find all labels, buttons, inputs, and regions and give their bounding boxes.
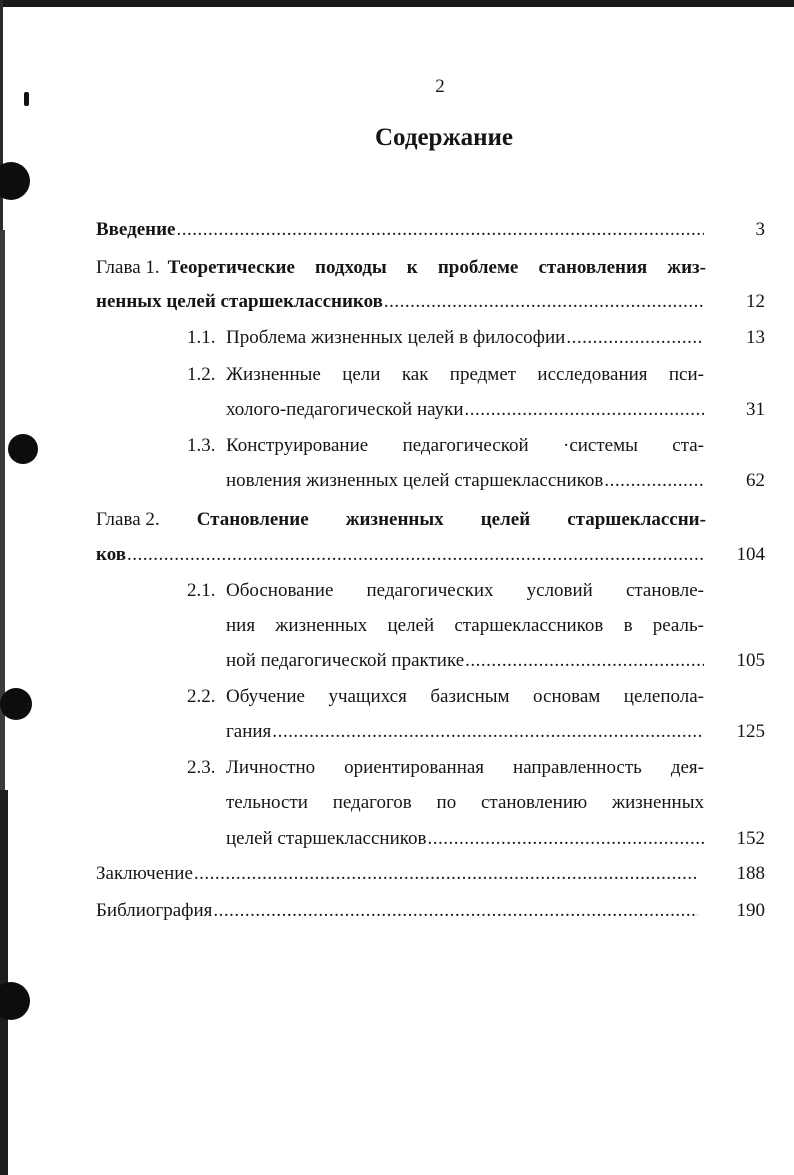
toc-entry-chapter2-cont[interactable] <box>96 538 704 572</box>
section-title-line: тельности педагогов по становлению жизненных <box>226 792 704 813</box>
toc-page-number: 125 <box>736 721 765 742</box>
section-title-line: Личностно ориентированная направленность дея- <box>226 757 704 778</box>
chapter-title-line: Теоретические подходы к проблеме становления жиз- <box>167 257 706 278</box>
section-title-line: Обоснование педагогических условий становле- <box>226 580 704 601</box>
dot-leader <box>384 285 704 319</box>
toc-entry-chapter1-cont[interactable] <box>96 285 704 319</box>
punch-hole <box>0 162 30 200</box>
toc-page-number: 12 <box>746 291 765 312</box>
section-title-line: Жизненные цели как предмет исследования пси- <box>226 364 704 385</box>
toc-entry-2-1[interactable] <box>226 644 704 678</box>
section-title-line: Конструирование педагогической ·системы ста- <box>226 435 704 456</box>
section-title: гания <box>226 721 272 742</box>
punch-hole <box>0 688 32 720</box>
toc-entry-intro[interactable] <box>96 213 704 247</box>
section-title-line: Обучение учащихся базисным основам целепола- <box>226 686 704 707</box>
dot-leader <box>213 894 698 928</box>
page-number: 2 <box>435 76 445 97</box>
toc-page-number: 62 <box>746 470 765 491</box>
dot-leader <box>465 393 705 427</box>
dot-leader <box>427 822 704 856</box>
toc-page-number: 13 <box>746 327 765 348</box>
toc-entry-bibliography[interactable] <box>96 894 698 928</box>
dot-leader <box>604 464 704 498</box>
toc-entry-1-2[interactable] <box>226 393 704 427</box>
section-title-line: ния жизненных целей старшеклассников в реаль- <box>226 615 704 636</box>
section-title: ной педагогической практике <box>226 650 465 671</box>
toc-entry-2-3[interactable] <box>226 822 704 856</box>
chapter-prefix: Глава 1. <box>96 257 160 278</box>
toc-label: Заключение <box>96 863 193 884</box>
toc-page-number: 190 <box>736 900 765 921</box>
chapter-title-line: ков <box>96 544 126 565</box>
scan-top-border <box>0 0 794 7</box>
toc-entry-chapter1[interactable] <box>96 251 706 285</box>
chapter-title-line: ненных целей старшеклассников <box>96 291 383 312</box>
toc-entry-2-2[interactable] <box>226 715 704 749</box>
dot-leader <box>272 715 704 749</box>
page-title: Содержание <box>374 124 513 151</box>
punch-hole <box>0 982 30 1020</box>
toc-entry-1-3[interactable] <box>226 464 704 498</box>
dot-leader <box>194 857 698 891</box>
toc-page-number: 3 <box>755 219 765 240</box>
chapter-title-word: Становление <box>196 509 309 530</box>
toc-entry-chapter2[interactable] <box>96 503 706 537</box>
section-number: 2.3. <box>187 757 216 778</box>
toc-page-number: 104 <box>736 544 765 565</box>
section-number: 1.3. <box>187 435 216 456</box>
section-title: целей старшеклассников <box>226 828 427 849</box>
chapter-title-word: целей <box>480 509 531 530</box>
toc-label: Библиография <box>96 900 213 921</box>
section-title: холого-педагогической науки <box>226 399 464 420</box>
punch-hole <box>8 434 38 464</box>
section-number: 2.1. <box>187 580 216 601</box>
dot-leader <box>127 538 704 572</box>
toc-page-number: 31 <box>746 399 765 420</box>
toc-page-number: 105 <box>736 650 765 671</box>
section-number: 2.2. <box>187 686 216 707</box>
chapter-prefix: Глава 2. <box>96 509 160 530</box>
dot-leader <box>465 644 704 678</box>
toc-entry-conclusion[interactable] <box>96 857 698 891</box>
section-title: Проблема жизненных целей в философии <box>226 327 566 348</box>
toc-label: Введение <box>96 219 176 240</box>
chapter-title-word: жизненных <box>345 509 444 530</box>
dot-leader <box>566 321 704 355</box>
section-number: 1.2. <box>187 364 216 385</box>
section-number: 1.1. <box>187 327 216 348</box>
toc-page-number: 152 <box>736 828 765 849</box>
section-title: новления жизненных целей старшеклассников <box>226 470 604 491</box>
toc-page-number: 188 <box>736 863 765 884</box>
chapter-title-word: старшеклассни- <box>567 509 706 530</box>
toc-entry-1-1[interactable] <box>226 321 704 355</box>
dot-leader <box>177 213 705 247</box>
